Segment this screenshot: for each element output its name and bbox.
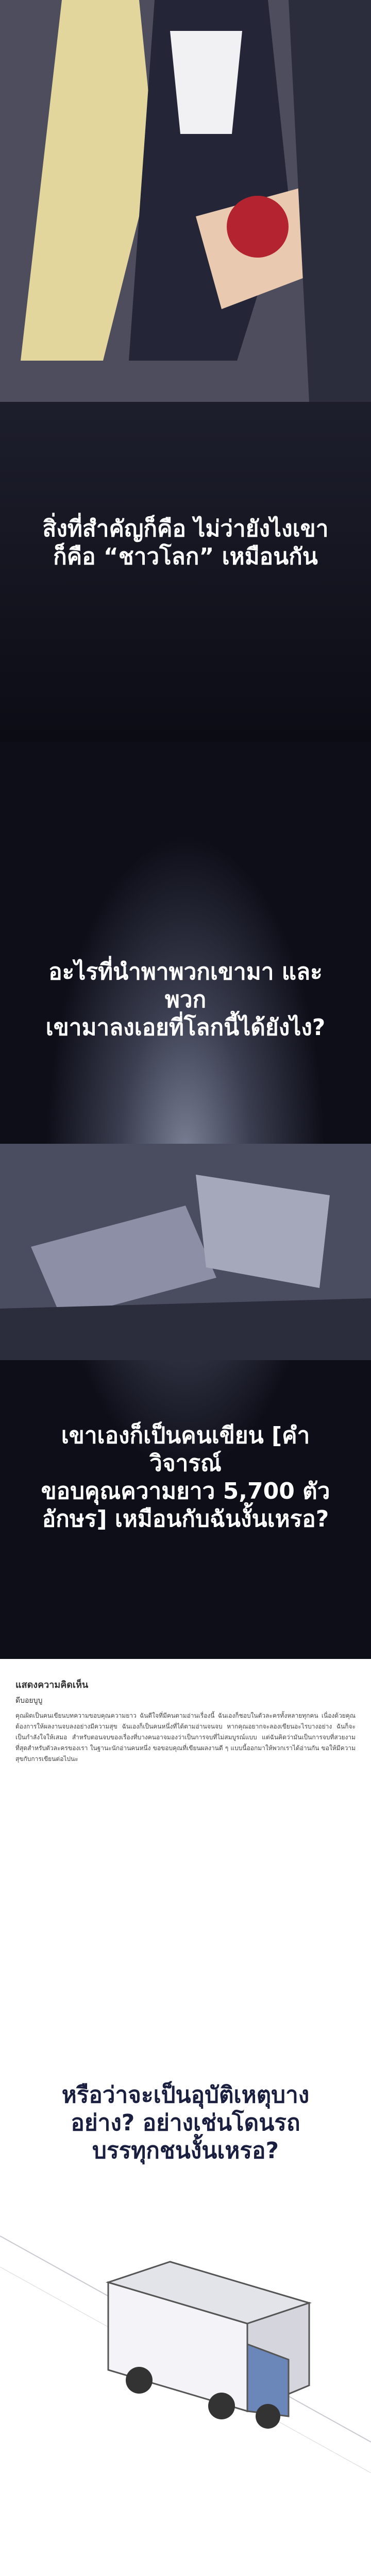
truck-illustration	[0, 2205, 371, 2473]
caption-3-line-2: ขอบคุณความยาว 5,700 ตัว	[41, 1478, 330, 1504]
panel-1	[0, 0, 371, 742]
panel-3	[0, 1659, 371, 2576]
caption-4-line-2: อย่าง? อย่างเช่นโดนรถ	[71, 2110, 300, 2136]
caption-4	[31, 2081, 340, 2165]
hands-illustration	[0, 1144, 371, 1360]
figure-illustration	[0, 0, 371, 412]
caption-2-line-2: เขามาลงเอยที่โลกนี้ได้ยังไง?	[45, 1014, 326, 1041]
document-title: แสดงความคิดเห็น	[15, 1680, 89, 1690]
caption-2	[31, 958, 340, 1042]
caption-4-line-1: หรือว่าจะเป็นอุบัติเหตุบาง	[61, 2082, 310, 2108]
comment-document	[15, 1680, 356, 1765]
caption-1-line-2: ก็คือ “ชาวโลก” เหมือนกัน	[53, 544, 318, 570]
caption-2-line-1: อะไรที่นำพาพวกเขามา และพวก	[48, 959, 323, 1013]
truck-icon	[108, 2262, 309, 2429]
caption-1	[31, 515, 340, 571]
caption-3-line-1: เขาเองก็เป็นคนเขียน [คำวิจารณ์	[61, 1422, 310, 1477]
document-author: ดีบอยบูบู	[15, 1697, 43, 1705]
caption-3	[31, 1422, 340, 1533]
document-body: คุณผิดเป็นคนเขียนบทความขอบคุณความยาว ฉันดีใจที่มีคนตามอ่านเรื่องนี้ ฉันเองก็ชอบในตัวละครทั้งหลายทุกคน เนื่องด้วยคุณต้องการให้ผลงานจบลงอย่างมีความสุข ฉันเองก็เป็นคนหนึ่งที่ได้ตามอ่านจนจบ หากคุณอยากจะลองเขียนอะไรบางอย่าง ฉันก็จะเป็นกำลังใจให้เสมอ สำหรับตอนจบของเรื่องที่บางคนอาจมองว่าเป็นการจบที่ไม่สมบูรณ์แบบ แต่ฉันคิดว่ามันเป็นการจบที่สวยงามที่สุดสำหรับตัวละครของเรา ในฐานะนักอ่านคนหนึ่ง ขอขอบคุณที่เขียนผลงานดี ๆ แบบนี้ออกมาให้พวกเราได้อ่านกัน ขอให้มีความสุขกับการเขียนต่อไปนะ	[15, 1712, 356, 1762]
panel-2	[0, 742, 371, 1659]
caption-3-line-3: อักษร] เหมือนกับฉันงั้นเหรอ?	[42, 1506, 329, 1532]
caption-1-line-1: สิ่งที่สำคัญก็คือ ไม่ว่ายังไงเขา	[42, 516, 329, 542]
caption-4-line-3: บรรทุกชนงั้นเหรอ?	[92, 2138, 279, 2164]
